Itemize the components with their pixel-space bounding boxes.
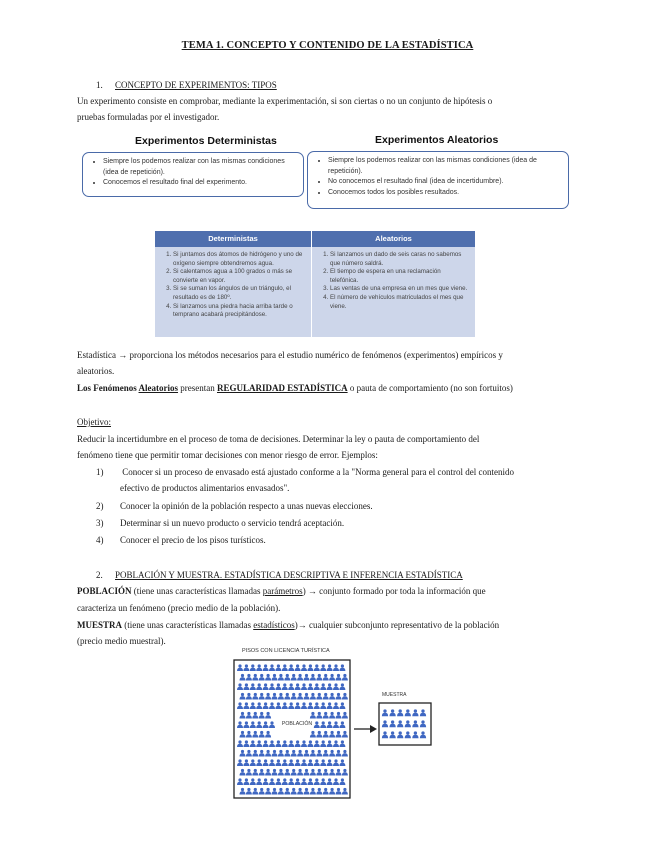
- fenomenos-term: Los Fenómenos: [77, 383, 139, 393]
- deterministas-example: 4. Si lanzamos una piedra hacia arriba tarde o temprano acabará precipitándose.: [173, 303, 305, 320]
- objetivo-example-2: [96, 498, 373, 514]
- deterministas-box: [82, 152, 304, 197]
- aleatorios-item: • Siempre los podemos realizar con las mismas condiciones (idea de repetición).: [328, 156, 560, 177]
- deterministas-box-title: Experimentos Deterministas: [135, 135, 277, 147]
- deterministas-example: 1. Si juntamos dos átomos de hidrógeno y uno de oxígeno siempre obtendremos agua.: [173, 251, 305, 268]
- objetivo-example-4: [96, 532, 266, 548]
- poblacion-figure-label: POBLACIÓN: [281, 721, 313, 727]
- fenomenos-text: presentan: [178, 383, 217, 393]
- objetivo-example-3: [96, 515, 344, 531]
- fenomenos-text-end: o pauta de comportamiento (no son fortuitos): [347, 383, 513, 393]
- example-text: Conocer si un proceso de envasado está ajustado conforme a la "Norma general para el control del contenido: [120, 467, 515, 477]
- fenomenos-line: [77, 380, 513, 396]
- muestra-line-2: (precio medio muestral).: [77, 636, 166, 646]
- section-2-heading: [96, 567, 463, 583]
- example-text: Conocer la opinión de la población respecto a unas nuevas elecciones.: [120, 501, 373, 511]
- section-2-title: POBLACIÓN Y MUESTRA. ESTADÍSTICA DESCRIPTIVA E INFERENCIA ESTADÍSTICA: [115, 570, 463, 580]
- muestra-line-1: [77, 617, 499, 633]
- objetivo-example-1-cont: efectivo de productos alimentarios envasados".: [120, 483, 290, 493]
- section-2-number: 2.: [96, 570, 103, 580]
- muestra-text-end: )→ cualquier subconjunto representativo de la población: [294, 620, 500, 630]
- poblacion-text: (tiene unas características llamadas: [131, 586, 263, 596]
- poblacion-term: POBLACIÓN: [77, 586, 132, 596]
- poblacion-line-2: caracteriza un fenómeno (precio medio de la población).: [77, 603, 281, 613]
- poblacion-line-1: [77, 583, 486, 599]
- aleatorios-box: [307, 151, 569, 209]
- estadistica-line-2: aleatorios.: [77, 366, 115, 376]
- parametros-term: parámetros: [262, 586, 303, 596]
- objetivo-label: Objetivo:: [77, 417, 111, 427]
- aleatorios-item: • No conocemos el resultado final (idea de incertidumbre).: [328, 177, 560, 188]
- table-cell-aleatorios: [312, 247, 476, 337]
- example-number: 1): [96, 467, 104, 477]
- objetivo-line-1: Reducir la incertidumbre en el proceso de toma de decisiones. Determinar la ley o pauta de comportamiento del: [77, 434, 480, 444]
- aleatorios-term: Aleatorios: [138, 383, 179, 393]
- example-text: Determinar si un nuevo producto o servicio tendrá aceptación.: [120, 518, 345, 528]
- section-1-heading: [96, 77, 277, 93]
- figure-caption: PISOS CON LICENCIA TURÍSTICA: [242, 648, 330, 654]
- intro-line-2: pruebas formuladas por el investigador.: [77, 112, 220, 122]
- deterministas-example: 3. Si se suman los ángulos de un triángulo, el resultado es de 180º.: [173, 285, 305, 302]
- example-number: 3): [96, 518, 104, 528]
- estadistica-line-1: Estadística → proporciona los métodos necesarios para el estudio numérico de fenómenos (experimentos) empíricos y: [77, 350, 503, 360]
- objetivo-line-2: fenómeno tiene que permitir tomar decisiones con menor riesgo de error. Ejemplos:: [77, 450, 378, 460]
- population-diagram: [230, 658, 445, 800]
- aleatorios-box-title: Experimentos Aleatorios: [375, 134, 499, 146]
- objetivo-example-1: [96, 464, 514, 480]
- deterministas-item: • Conocemos el resultado final del experimento.: [103, 178, 295, 189]
- poblacion-text-end: ) → conjunto formado por toda la información que: [302, 586, 486, 596]
- table-cell-deterministas: [155, 247, 312, 337]
- regularidad-term: REGULARIDAD ESTADÍSTICA: [217, 383, 348, 393]
- deterministas-example: 2. Si calentamos agua a 100 grados o más se convierte en vapor.: [173, 268, 305, 285]
- estadisticos-term: estadísticos: [253, 620, 295, 630]
- arrow-head-icon: [370, 725, 377, 733]
- example-number: 2): [96, 501, 104, 511]
- page-title: TEMA 1. CONCEPTO Y CONTENIDO DE LA ESTADÍSTICA: [181, 40, 474, 51]
- muestra-term: MUESTRA: [77, 620, 123, 630]
- section-1-title: CONCEPTO DE EXPERIMENTOS: TIPOS: [115, 80, 277, 90]
- intro-line-1: Un experimento consiste en comprobar, mediante la experimentación, si son ciertas o no un conjunto de hipótesis o: [77, 96, 493, 106]
- example-number: 4): [96, 535, 104, 545]
- aleatorios-example: 4. El número de vehículos matriculados el mes que viene.: [330, 294, 469, 311]
- muestra-figure-label: MUESTRA: [382, 692, 407, 698]
- aleatorios-example: 1. Si lanzamos un dado de seis caras no sabemos que número saldrá.: [330, 251, 469, 268]
- table-header-aleatorios: Aleatorios: [312, 231, 476, 247]
- aleatorios-example: 3. Las ventas de una empresa en un mes que viene.: [330, 285, 469, 294]
- example-text: Conocer el precio de los pisos turísticos.: [120, 535, 266, 545]
- aleatorios-example: 2. El tiempo de espera en una reclamación telefónica.: [330, 268, 469, 285]
- section-1-number: 1.: [96, 80, 103, 90]
- comparison-table: [155, 231, 475, 337]
- population-sample-figure: [230, 648, 445, 800]
- muestra-text: (tiene unas características llamadas: [122, 620, 254, 630]
- table-header-deterministas: Deterministas: [155, 231, 312, 247]
- deterministas-item: • Siempre los podemos realizar con las mismas condiciones (idea de repetición).: [103, 157, 295, 178]
- aleatorios-item: • Conocemos todos los posibles resultados.: [328, 188, 560, 199]
